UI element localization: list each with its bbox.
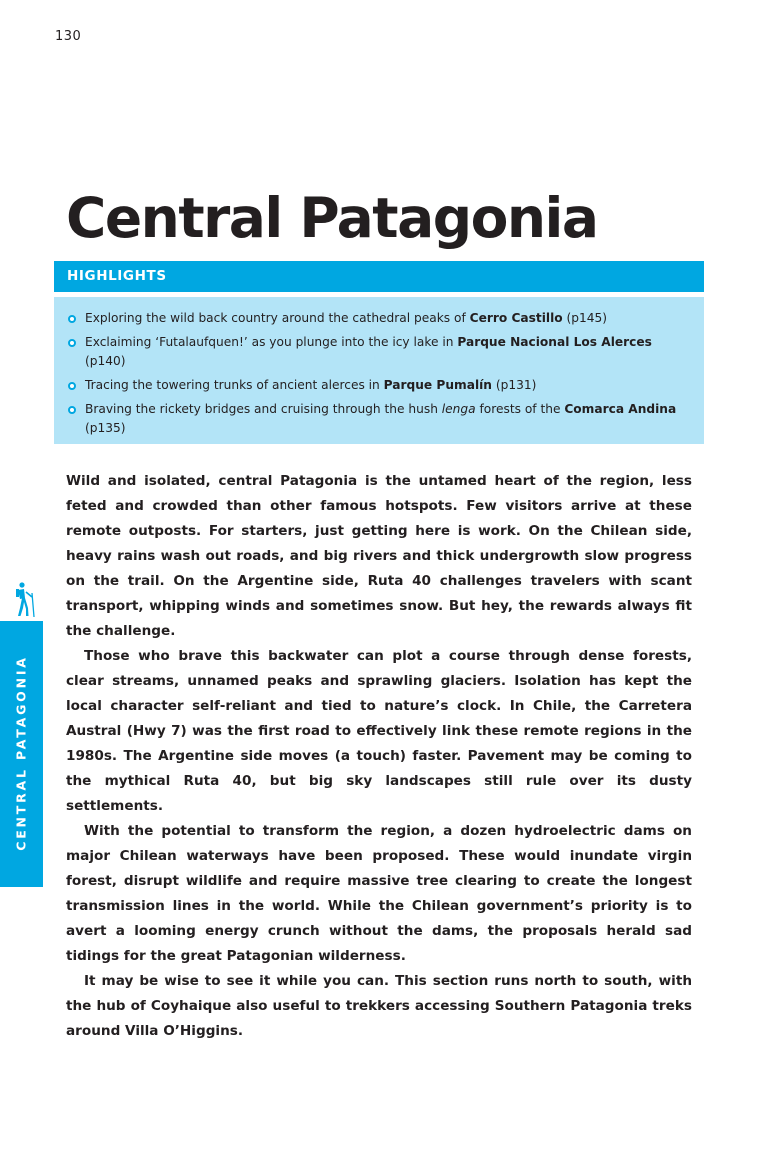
chapter-title: Central Patagonia xyxy=(66,186,598,250)
hiker-icon xyxy=(13,582,37,618)
page-number: 130 xyxy=(55,29,82,44)
highlight-item xyxy=(68,400,690,438)
highlight-page-ref: (p131) xyxy=(491,378,537,392)
highlight-page-ref: (p140) xyxy=(85,354,126,368)
highlight-text-middle: forests of the xyxy=(475,402,565,416)
highlights-box xyxy=(54,297,704,444)
bullet-icon xyxy=(68,406,76,414)
highlight-page-ref: (p135) xyxy=(85,421,126,435)
body-paragraph: It may be wise to see it while you can. This section runs north to south, with the hub of Coyhaique also useful to trekkers accessing Southern Patagonia treks around Villa O’Higgins. xyxy=(66,973,692,1039)
body-paragraph: Wild and isolated, central Patagonia is the untamed heart of the region, less feted and crowded than other famous hotspots. Few visitors arrive at these remote outposts. For starters, just getting here is work. On the Chilean side, heavy rains wash out roads, and big rivers and thick undergrowth slow progress on the trail. On the Argentine side, Ruta 40 challenges travelers with scant transport, whipping winds and sometimes snow. But hey, the rewards always fit the challenge. xyxy=(66,473,692,639)
highlight-item xyxy=(68,309,690,328)
highlights-heading: HIGHLIGHTS xyxy=(54,261,704,292)
highlights-list xyxy=(68,309,690,438)
highlight-text: Exploring the wild back country around the cathedral peaks of xyxy=(85,311,470,325)
highlight-place: Comarca Andina xyxy=(564,402,677,416)
highlight-text: Braving the rickety bridges and cruising through the hush xyxy=(85,402,442,416)
highlight-page-ref: (p145) xyxy=(562,311,608,325)
highlight-italic-term: lenga xyxy=(441,402,476,416)
bullet-icon xyxy=(68,339,76,347)
bullet-icon xyxy=(68,315,76,323)
bullet-icon xyxy=(68,382,76,390)
intro-body xyxy=(66,469,692,1044)
highlight-place: Cerro Castillo xyxy=(469,311,563,325)
side-tab-label: CENTRAL PATAGONIA xyxy=(13,655,29,851)
highlight-text: Exclaiming ‘Futalaufquen!’ as you plunge into the icy lake in xyxy=(85,335,458,349)
highlight-place: Parque Pumalín xyxy=(383,378,492,392)
highlight-place: Parque Nacional Los Alerces xyxy=(457,335,652,349)
body-paragraph: Those who brave this backwater can plot a course through dense forests, clear streams, unnamed peaks and sprawling glaciers. Isolation has kept the local character self-reliant and tied to nature’s clock. In Chile, the Carretera Austral (Hwy 7) was the first road to effectively link these remote regions in the 1980s. The Argentine side moves (a touch) faster. Pavement may be coming to the mythical Ruta 40, but big sky landscapes still rule over its dusty settlements. xyxy=(66,648,692,814)
highlight-item xyxy=(68,376,690,395)
body-paragraph: With the potential to transform the region, a dozen hydroelectric dams on major Chilean waterways have been proposed. These would inundate virgin forest, disrupt wildlife and require massive tree clearing to create the longest transmission lines in the world. While the Chilean government’s priority is to avert a looming energy crunch without the dams, the proposals herald sad tidings for the great Patagonian wilderness. xyxy=(66,823,692,964)
highlight-item xyxy=(68,333,690,371)
highlight-text: Tracing the towering trunks of ancient alerces in xyxy=(85,378,384,392)
